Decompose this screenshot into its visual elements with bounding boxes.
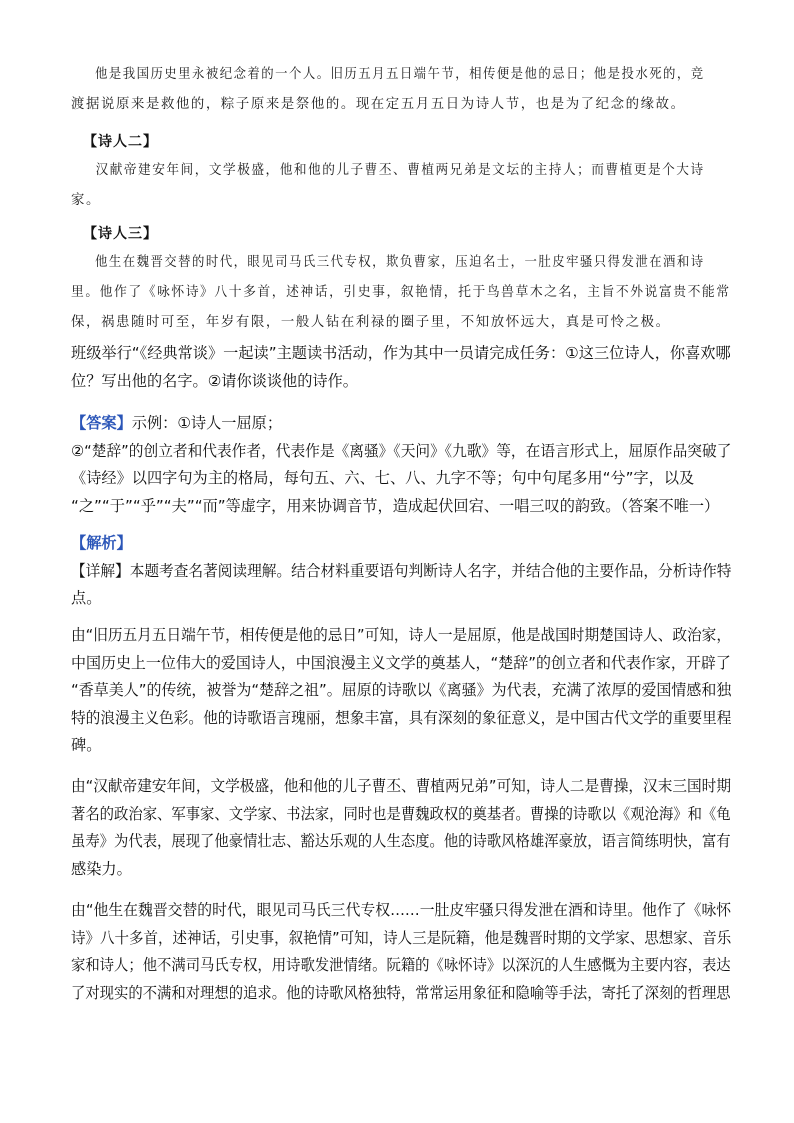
analysis-line: 由“旧历五月五日端午节，相传便是他的忌日”可知，诗人一是屈原，他是战国时期楚国诗人、政治家， xyxy=(71,626,731,644)
passage-poet-one xyxy=(71,60,731,120)
analysis-line: “香草美人”的传统，被誉为“楚辞之祖”。屈原的诗歌以《离骚》为代表，充满了浓厚的爱国情感和独 xyxy=(71,681,732,699)
passage-line: 里。他作了《咏怀诗》八十多首，述神话，引史事，叙艳情，托于鸟兽草木之名，主旨不外说富贵不能常 xyxy=(71,285,731,300)
analysis-line: 家和诗人；他不满司马氏专权，用诗歌发泄情绪。阮籍的《咏怀诗》以深沉的人生感慨为主要内容，表达 xyxy=(71,956,731,974)
analysis-line: 虽寿》为代表，展现了他豪情壮志、豁达乐观的人生态度。他的诗歌风格雄浑豪放，语言简练明快，富有 xyxy=(71,832,731,850)
analysis-line: 中国历史上一位伟大的爱国诗人，中国浪漫主义文学的奠基人，“楚辞”的创立者和代表作家，开辟了 xyxy=(71,653,731,672)
analysis-line: 碑。 xyxy=(71,736,102,754)
task-line: 位？写出他的名字。②请你谈谈他的诗作。 xyxy=(71,371,358,390)
answer-first-text: 示例：①诗人一屈原； xyxy=(131,414,283,432)
analysis-line: 诗》八十多首，述神话，引史事，叙艳情”可知，诗人三是阮籍，他是魏晋时期的文学家、思想家、音乐 xyxy=(71,928,732,947)
passage-line: 家。 xyxy=(71,193,101,208)
answer-line: 《诗经》以四字句为主的格局，每句五、六、七、八、九字不等；句中句尾多用“兮”字，以及 xyxy=(71,469,695,487)
analysis-label: 【解析】 xyxy=(71,534,132,552)
detail-first-line xyxy=(71,558,732,586)
detail-line: 点。 xyxy=(71,589,102,607)
passage-line: 他生在魏晋交替的时代，眼见司马氏三代专权，欺负曹家，压迫名士，一肚皮牢骚只得发泄在酒和诗 xyxy=(95,255,705,270)
passage-line: 汉献帝建安年间，文学极盛，他和他的儿子曹丕、曹植两兄弟是文坛的主持人；而曹植更是个大诗 xyxy=(95,163,705,178)
heading-poet-two: 【诗人二】 xyxy=(83,134,158,150)
answer-section xyxy=(71,410,731,520)
analysis-paragraph-poet-one xyxy=(71,622,731,760)
answer-first-line xyxy=(71,410,731,438)
analysis-line: 特的浪漫主义色彩。他的诗歌语言瑰丽，想象丰富，具有深刻的象征意义，是中国古代文学的重要里程 xyxy=(71,708,732,727)
analysis-paragraph-poet-two xyxy=(71,773,731,883)
task-prompt xyxy=(71,340,731,395)
analysis-line: 著名的政治家、军事家、文学家、书法家，同时也是曹魏政权的奠基者。曹操的诗歌以《观沧海》和《龟 xyxy=(71,804,731,823)
analysis-line: 感染力。 xyxy=(71,859,132,878)
passage-line: 渡据说原来是救他的，粽子原来是祭他的。现在定五月五日为诗人节，也是为了纪念的缘故。 xyxy=(71,97,686,112)
detail-text: 本题考查名著阅读理解。结合材料重要语句判断诗人名字，并结合他的主要作品，分析诗作特 xyxy=(129,561,732,580)
analysis-paragraph-poet-three xyxy=(71,897,731,1007)
analysis-line: 了对现实的不满和对理想的追求。他的诗歌风格独特，常常运用象征和隐喻等手法，寄托了深刻的哲理思 xyxy=(71,983,731,1002)
passage-poet-three xyxy=(71,248,731,338)
answer-line: “之”“于”“乎”“夫”“而”等虚字，用来协调音节，造成起伏回宕、一唱三叹的韵致。（答案不唯一） xyxy=(71,496,720,515)
passage-line: 他是我国历史里永被纪念着的一个人。旧历五月五日端午节，相传便是他的忌日；他是投水死的，竞 xyxy=(95,67,705,82)
analysis-section xyxy=(71,530,731,613)
passage-poet-two xyxy=(71,156,731,216)
answer-line: ②“楚辞”的创立者和代表作者，代表作是《离骚》《天问》《九歌》等，在语言形式上，屈原作品突破了 xyxy=(71,441,732,460)
answer-label: 【答案】 xyxy=(71,414,132,432)
task-line: 班级举行“《经典常谈》一起读”主题读书活动，作为其中一员请完成任务：①这三位诗人，你喜欢哪 xyxy=(71,344,731,362)
analysis-line: 由“他生在魏晋交替的时代，眼见司马氏三代专权……一肚皮牢骚只得发泄在酒和诗里。他作了《咏怀 xyxy=(71,901,732,919)
analysis-line: 由“汉献帝建安年间，文学极盛，他和他的儿子曹丕、曹植两兄弟”可知，诗人二是曹操，汉末三国时期 xyxy=(71,777,731,795)
heading-poet-three: 【诗人三】 xyxy=(83,226,158,242)
passage-line: 保，祸患随时可至，年岁有限，一般人钻在利禄的圈子里，不知放怀远大，真是可怜之极。 xyxy=(71,315,671,330)
detail-label: 【详解】 xyxy=(71,561,130,580)
